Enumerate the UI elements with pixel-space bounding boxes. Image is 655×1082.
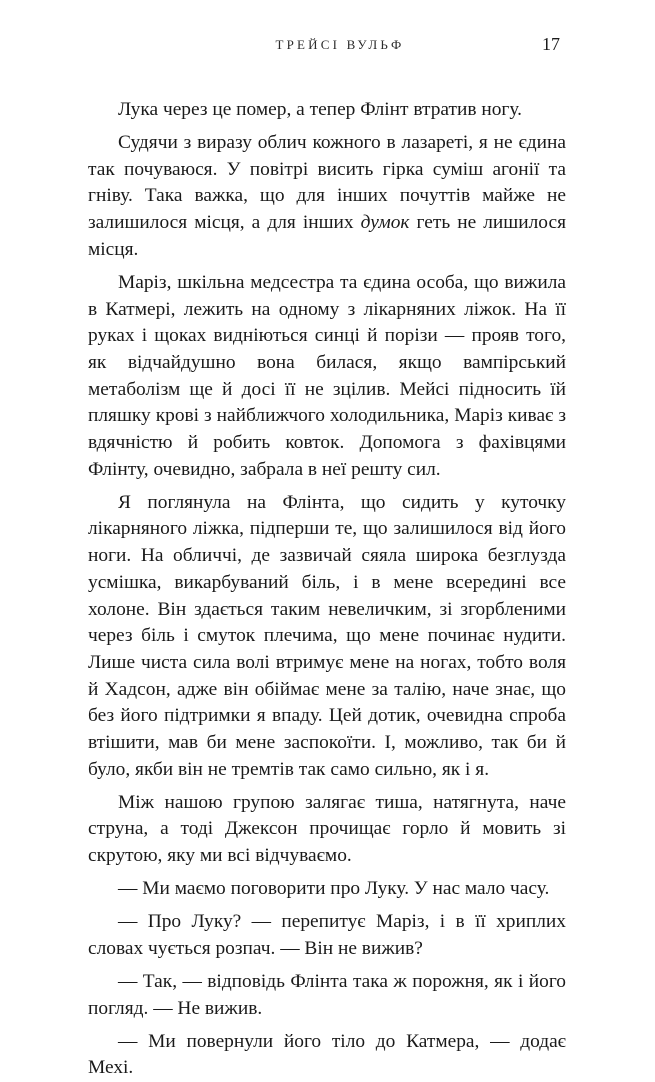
dialogue-line: — Про Луку? — перепитує Маріз, і в її хриплих словах чується розпач. — Він не вижив?	[88, 911, 566, 959]
paragraph: Між нашою групою залягає тиша, натягнута, наче струна, а тоді Джексон прочищає горло й мовить зі скрутою, яку ми всі відчуваємо.	[88, 791, 566, 867]
paragraph: Я поглянула на Флінта, що сидить у куточку лікарняного ліжка, підперши те, що залишилося від його ноги. На обличчі, де зазвичай сяяла широка безглузда усмішка, викарбуваний біль, і в мене всередині все холоне. Він здається таким невеличким, зі згорбленими через біль і смуток плечима, що мене починає нудити. Лише чиста сила волі втримує мене на ногах, тобто воля й Хадсон, адже він обіймає мене за талію, наче знає, що без його підтримки я впаду. Цей дотик, очевидна спроба втішити, мав би мене заспокоїти. І, можливо, так би й було, якби він не тремтів так само сильно, як і я.	[88, 491, 566, 780]
paragraph: Лука через це помер, а тепер Флінт втратив ногу.	[118, 99, 522, 120]
paragraph: Маріз, шкільна медсестра та єдина особа, що вижила в Катмері, лежить на одному з лікарняних ліжок. На її руках і щоках видніються синці й порізи — прояв того, як відчайдушно вона билася, якщо вампірський метаболізм ще й досі її не зцілив. Мейсі підносить їй пляшку крові з найближчого холодильника, Маріз киває з вдячністю й робить ковток. Допомога з фахівцями Флінту, очевидно, забрала в неї решту сил.	[88, 271, 566, 480]
emphasized-word: думок	[360, 212, 410, 234]
paragraph	[88, 130, 566, 264]
dialogue-line: — Ми маємо поговорити про Луку. У нас мало часу.	[118, 878, 550, 900]
paragraph-text: Судячи з виразу облич кожного в лазареті, я не єдина так почуваюся. У повітрі висить гірка суміш агонії та гніву. Така важка, що для інших почуттів майже не залишилося місця, а для інших	[88, 132, 566, 234]
dialogue-line: — Ми повернули його тіло до Катмера, — додає Мехі.	[88, 1030, 566, 1079]
running-head	[0, 34, 655, 58]
running-title: ТРЕЙСІ ВУЛЬФ	[275, 37, 405, 52]
paragraph-text: геть не лишилося місця.	[88, 212, 566, 260]
dialogue-line: — Так, — відповідь Флінта така ж порожня, як і його погляд. — Не вижив.	[88, 970, 566, 1019]
page-number: 17	[542, 34, 560, 54]
body-text	[88, 97, 566, 1082]
